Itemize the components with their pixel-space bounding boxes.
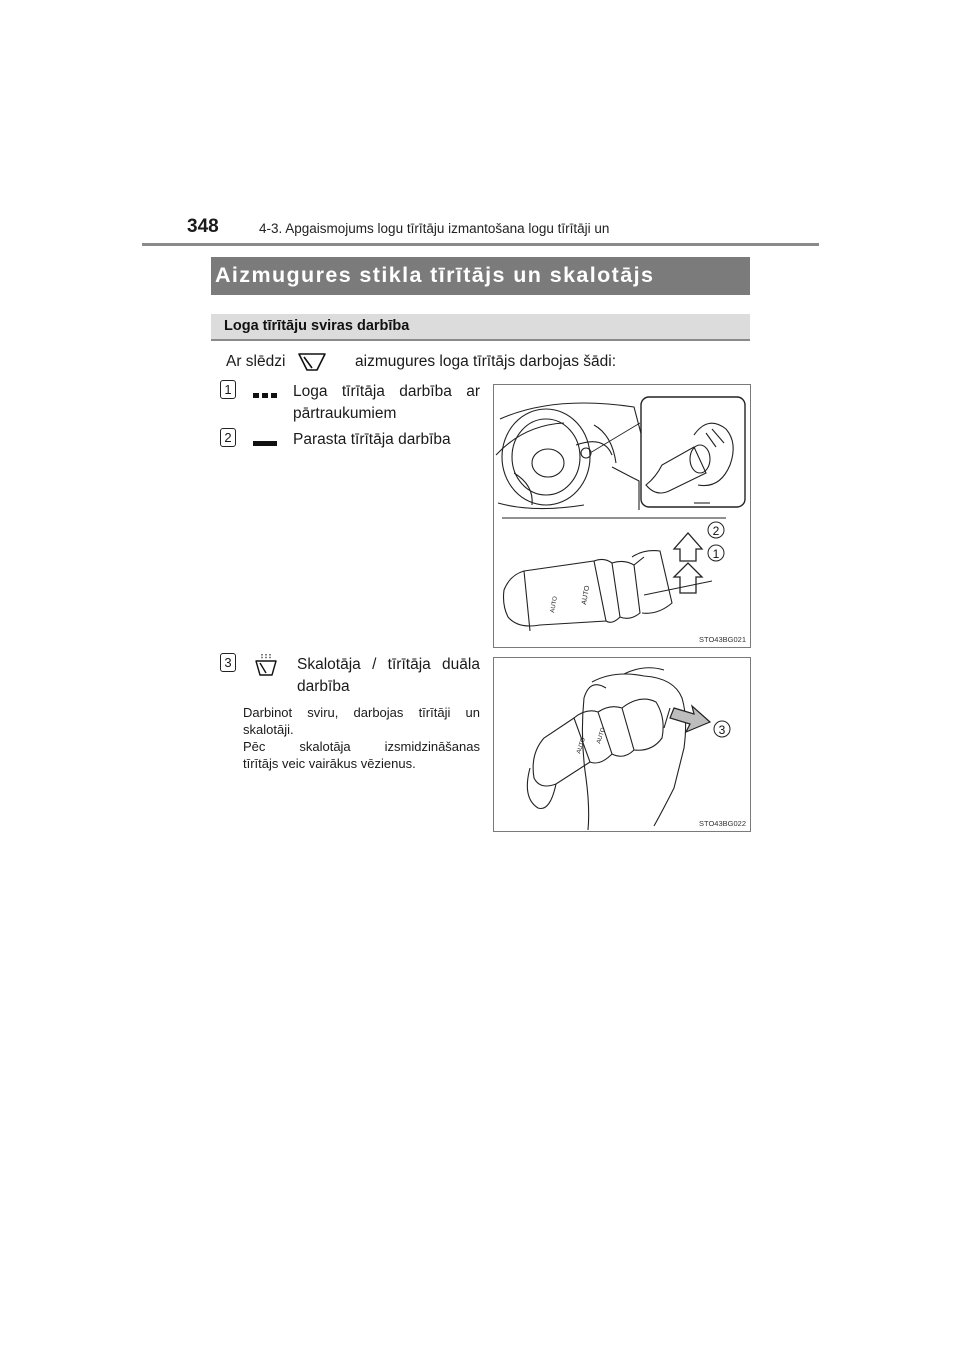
subsection-title: Loga tīrītāju sviras darbība [224, 318, 410, 334]
wiper-lever-figure [493, 384, 751, 648]
item-number-badge: 2 [220, 428, 236, 447]
running-head: 4-3. Apgaismojums logu tīrītāju izmantošana logu tīrītāji un [259, 221, 610, 236]
item-3-note-line: Pēc skalotāja izsmidzināšanas [243, 739, 480, 754]
item-number-badge: 1 [220, 380, 236, 399]
item-3-note-line: tīrītājs veic vairākus vēzienus. [243, 756, 416, 771]
figure-callout-1: 1 [712, 547, 720, 561]
section-title: Aizmugures stikla tīrītājs un skalotājs [215, 263, 655, 287]
page-number: 348 [187, 216, 219, 237]
figure-code: STO43BG021 [699, 635, 746, 644]
lever-auto-label: AUTO [581, 585, 592, 606]
washer-wiper-icon [254, 653, 278, 677]
header-rule [142, 243, 819, 246]
item-number-badge: 3 [220, 653, 236, 672]
intro-text-start: Ar slēdzi [226, 353, 286, 370]
normal-wipe-icon [253, 435, 277, 443]
washer-lever-figure [493, 657, 751, 832]
intermittent-wipe-icon [253, 387, 277, 395]
item-3-text-line1: Skalotāja / tīrītāja duāla [297, 656, 480, 673]
figure-callout-2: 2 [712, 524, 720, 538]
rear-wiper-switch-icon [297, 351, 327, 373]
item-2-text: Parasta tīrītāja darbība [293, 431, 451, 448]
figure-callout-3: 3 [718, 723, 726, 737]
item-3-note-line: skalotāji. [243, 722, 294, 737]
svg-text:AUTO: AUTO [596, 727, 608, 745]
svg-text:AUTO: AUTO [576, 737, 588, 755]
svg-text:AUTO: AUTO [550, 595, 559, 614]
intro-text-end: aizmugures loga tīrītājs darbojas šādi: [355, 353, 617, 370]
item-1-text-line1: Loga tīrītāja darbība ar [293, 383, 480, 400]
figure-code: STO43BG022 [699, 819, 746, 828]
item-3-note-line: Darbinot sviru, darbojas tīrītāji un [243, 705, 480, 720]
item-1-text-line2: pārtraukumiem [293, 405, 397, 422]
item-3-text-line2: darbība [297, 678, 350, 695]
